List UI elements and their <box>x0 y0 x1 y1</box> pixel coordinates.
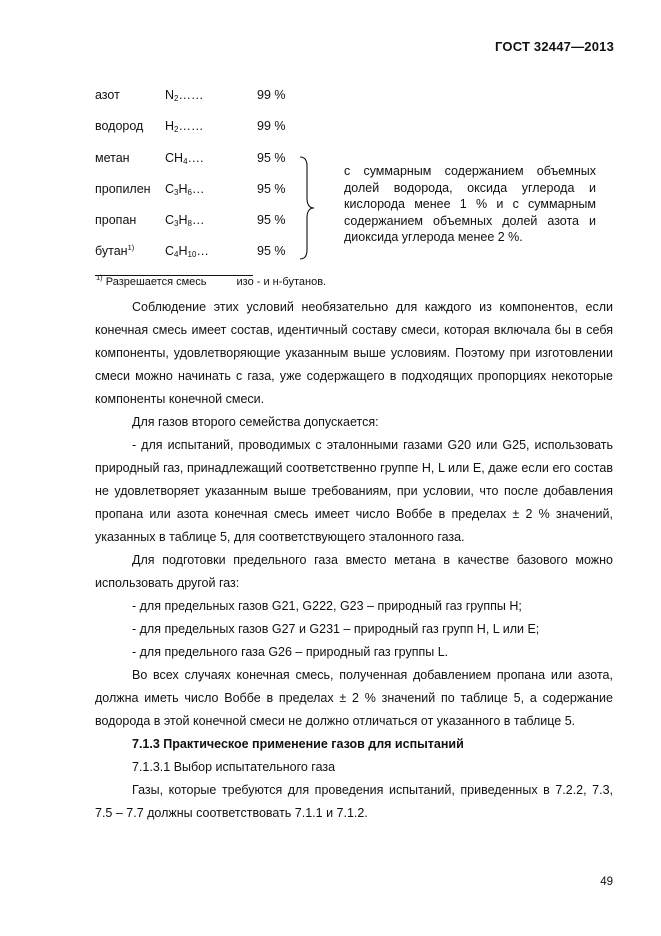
paragraph: Для подготовки предельного газа вместо метана в качестве базового можно использовать другой газ: <box>95 553 613 590</box>
table-row <box>95 182 315 200</box>
table-row <box>95 151 315 169</box>
paragraph: - для испытаний, проводимых с эталонными газами G20 или G25, использовать природный газ, принадлежащий соответственно группе H, L или E, даже если его состав не удовлетворяет указанным выше требованиям, при условии, что после добавления пропана или азота конечная смесь имеет число Воббе в пределах ± 2 % значений, указанных в таблице 5, для соответствующего эталонного газа. <box>95 438 613 544</box>
gas-formula: $H_2\dots\dots$ <box>165 119 204 134</box>
gas-formula: $C_3H_6\dots$ <box>165 182 205 197</box>
gas-purity: 99 % <box>257 88 286 102</box>
gas-purity: 95 % <box>257 151 286 165</box>
footnote-text-b: изо - и н-бутанов. <box>236 276 327 288</box>
paragraph: Во всех случаях конечная смесь, полученная добавлением пропана или азота, должна иметь число Воббе в пределах ± 2 % значений по таблице 5, а содержание водорода в этой конечной смеси не должно отличаться от указанного в таблице 5. <box>95 668 613 728</box>
list-item: - для предельных газов G21, G222, G23 – природный газ группы H; <box>132 599 522 613</box>
gas-formula: $C_3H_8\dots$ <box>165 213 205 228</box>
bracket-note: с суммарным содержанием объемных долей водорода, оксида углерода и кислорода менее 1 % и с суммарным содержанием объемных долей азота и диоксида углерода менее 2 %. <box>344 164 596 244</box>
list-item: - для предельных газов G27 и G231 – природный газ групп H, L или E; <box>132 622 540 636</box>
gas-purity: 99 % <box>257 119 286 133</box>
document-header: ГОСТ 32447—2013 <box>495 39 614 54</box>
gas-name: бутан$^{1)}$ <box>95 243 135 258</box>
footnote-marker: 1) <box>96 273 103 282</box>
footnote-text-a: Разрешается смесь <box>105 276 207 288</box>
gas-purity: 95 % <box>257 182 286 196</box>
subsection-heading: 7.1.3.1 Выбор испытательного газа <box>132 760 336 774</box>
paragraph: Соблюдение этих условий необязательно для каждого из компонентов, если конечная смесь имеет состав, идентичный составу смеси, которая включала бы в себя компоненты, удовлетворяющие указанным выше условиям. Поэтому при изготовлении смеси можно начинать с газа, уже содержащего в подходящих пропорциях некоторые компоненты конечной смеси. <box>95 300 613 406</box>
body-text <box>95 296 613 825</box>
gas-name: метан <box>95 151 130 165</box>
footnote <box>96 273 327 288</box>
page-number: 49 <box>600 876 613 888</box>
table-row <box>95 244 315 262</box>
footnote-ref: 1) <box>127 243 135 252</box>
gas-formula: $N_2\dots\dots$ <box>165 88 204 103</box>
curly-brace-icon <box>299 156 317 260</box>
gas-name: пропан <box>95 213 137 227</box>
table-row <box>95 213 315 231</box>
gas-purity: 95 % <box>257 244 286 258</box>
gas-purity: 95 % <box>257 213 286 227</box>
gas-formula: $CH_4\dots$. <box>165 151 204 166</box>
table-row <box>95 88 315 106</box>
paragraph: Газы, которые требуются для проведения испытаний, приведенных в 7.2.2, 7.3, 7.5 – 7.7 должны соответствовать 7.1.1 и 7.1.2. <box>95 783 613 820</box>
gas-name: азот <box>95 88 120 102</box>
section-heading: 7.1.3 Практическое применение газов для испытаний <box>132 737 464 751</box>
paragraph: Для газов второго семейства допускается: <box>132 415 379 429</box>
gas-formula: $C_4H_{10}\dots$ <box>165 244 209 259</box>
table-row <box>95 119 315 137</box>
gas-name: пропилен <box>95 182 151 196</box>
gas-name: водород <box>95 119 144 133</box>
list-item: - для предельного газа G26 – природный газ группы L. <box>132 645 449 659</box>
